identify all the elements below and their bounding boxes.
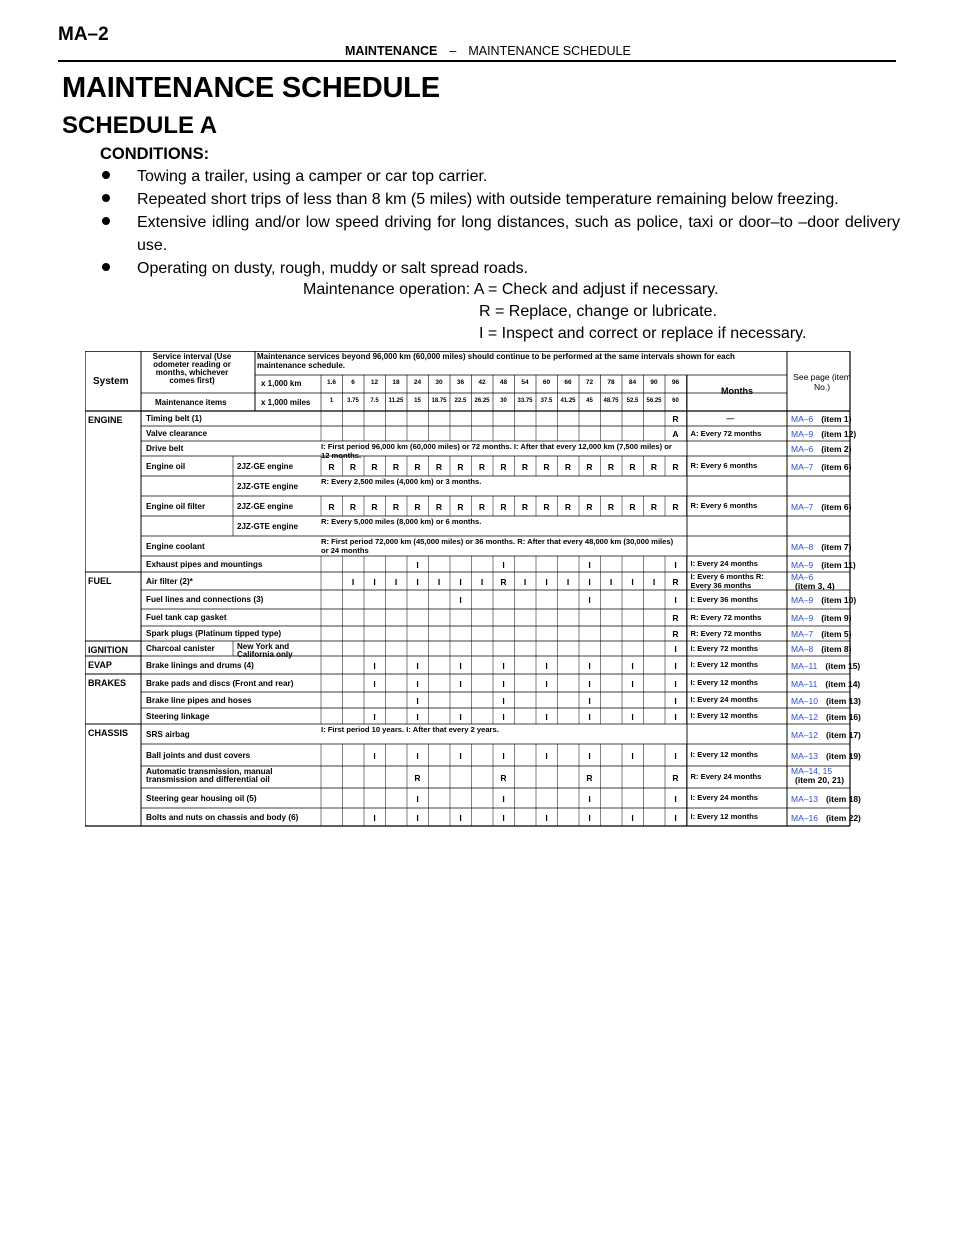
maintenance-item: Exhaust pipes and mountings [146,559,263,569]
page-reference-link[interactable]: MA–9 [791,595,814,605]
interval-mark: I [416,678,419,689]
see-page-cell [791,444,851,454]
interval-mark: R [629,461,636,472]
item-number: (item 22) [825,812,861,823]
interval-mark: I [545,660,548,671]
months-header: Months [721,386,753,396]
interval-mark: I [674,595,677,605]
interval-mark: I [588,695,591,706]
interval-mark: I [674,660,677,671]
interval-mark: I [437,576,441,587]
months-interval: R: Every 24 months [690,772,762,781]
system-header: System [93,376,129,387]
interval-mark: I [631,678,634,689]
mile-value: 18.75 [431,398,447,404]
see-page-cell [791,573,835,591]
maintenance-items-header: Maintenance items [155,398,227,407]
item-variant: New York and California only [237,642,293,659]
km-value: 30 [435,379,443,386]
running-section: MAINTENANCE [345,44,438,58]
item-number: (item 2) [821,444,852,454]
interval-mark: I [416,559,419,570]
page-reference-link[interactable]: MA–13 [791,750,818,761]
maintenance-item: Steering linkage [146,711,210,721]
km-value: 48 [499,379,508,386]
page-reference-link[interactable]: MA–16 [791,812,818,823]
system-label: ENGINE [88,415,123,425]
mile-value: 60 [672,398,679,404]
interval-mark: I [459,595,462,605]
interval-mark: I [631,711,634,722]
interval-mark: R [392,501,400,512]
interval-mark: I [416,812,419,823]
maintenance-item: Brake pads and discs (Front and rear) [146,678,294,688]
mile-value: 1 [329,398,334,404]
interval-mark: R [650,501,658,512]
interval-note: R: First period 72,000 km (45,000 miles) or 36 months. R: After that every 48,000 km (30,000 miles) or 24 months [321,537,674,555]
item-number: (item 7) [821,541,852,552]
page-reference-link[interactable]: MA–6 [791,444,814,454]
see-page-cell [791,712,861,722]
page-reference-link[interactable]: MA–8 [791,644,814,654]
page-number: MA–2 [58,24,109,45]
interval-mark: R [672,772,679,783]
interval-mark: I [652,576,656,587]
interval-mark: R [371,501,378,512]
maintenance-item: Automatic transmission, manual transmission and differential oil [146,767,273,784]
mile-value: 7.5 [370,398,379,404]
maintenance-item: Charcoal canister [146,644,215,653]
legend-line-r: R = Replace, change or lubricate. [479,303,717,320]
interval-mark: R [478,501,486,512]
interval-mark: I [674,695,677,706]
legend-line-i: I = Inspect and correct or replace if necessary. [479,325,807,342]
system-label: IGNITION [88,645,128,655]
interval-mark: R [435,461,443,472]
interval-mark: I [373,812,376,823]
maintenance-item: Ball joints and dust covers [146,750,251,760]
see-page-cell [791,595,856,605]
miles-label: x 1,000 miles [261,398,311,407]
interval-mark: I [566,576,570,587]
interval-mark: R [328,501,335,512]
interval-mark: A [672,429,679,439]
interval-mark: I [502,812,505,823]
page-reference-link[interactable]: MA–7 [791,629,814,639]
interval-mark: R [607,501,615,512]
interval-mark: I [373,576,376,587]
interval-mark: R [543,501,550,512]
interval-mark: I [631,812,634,823]
mile-value: 45 [586,398,593,404]
maintenance-item: Bolts and nuts on chassis and body (6) [146,812,299,822]
interval-mark: R [349,501,357,512]
see-page-cell [791,767,844,785]
interval-mark: R [672,414,679,424]
see-page-cell [791,813,861,823]
running-separator: – [449,44,457,58]
page-reference-link[interactable]: MA–8 [791,541,814,552]
page-reference-link[interactable]: MA–13 [791,793,818,804]
interval-mark: R [414,772,421,783]
interval-note: I: First period 10 years. I: After that every 2 years. [321,725,499,734]
interval-mark: I [588,595,591,605]
km-value: 72 [585,379,594,386]
months-interval: R: Every 6 months [690,501,758,510]
interval-mark: I [351,576,355,587]
months-interval: I: Every 12 months [690,660,759,669]
km-value: 84 [628,379,637,386]
km-value: 54 [521,379,529,386]
interval-mark: I [545,812,548,823]
page-reference-link[interactable]: MA–10 [791,695,818,706]
item-number: (item 14) [825,678,861,689]
interval-mark: I [502,660,505,671]
item-variant: 2JZ-GE engine [237,461,294,471]
see-page-cell [791,794,861,804]
interval-mark: I [480,576,484,587]
interval-mark: I [588,576,591,587]
interval-mark: I [373,660,376,671]
maintenance-item: Valve clearance [146,429,208,438]
interval-mark: R [586,772,593,783]
km-value: 6 [351,379,355,386]
mile-value: 48.75 [603,398,619,404]
see-page-cell [791,429,856,439]
item-number: (item 11) [821,559,856,570]
km-value: 96 [671,379,680,386]
km-value: 66 [564,379,572,386]
interval-mark: R [349,461,357,472]
maintenance-item: Fuel lines and connections (3) [146,595,264,604]
condition-item: Repeated short trips of less than 8 km (5 miles) with outside temperature remaining below freezing. [100,188,900,211]
condition-item: Operating on dusty, rough, muddy or salt spread roads. [100,257,900,280]
months-interval: I: Every 24 months [690,793,759,802]
interval-mark: I [459,678,462,689]
item-number: (item 19) [825,750,861,761]
see-page-cell [791,644,851,654]
interval-mark: R [457,501,464,512]
km-value: 1.6 [326,379,337,386]
item-number: (item 10) [821,595,857,605]
interval-mark: R [500,501,507,512]
mile-value: 33.75 [517,398,533,404]
page-reference-link[interactable]: MA–6 [791,572,814,582]
interval-mark: R [564,501,572,512]
mile-value: 30 [500,398,507,404]
item-number: (item 1) [821,414,852,424]
page-reference-link[interactable]: MA–9 [791,559,814,570]
see-page-cell [791,679,860,689]
interval-mark: R [478,461,486,472]
interval-mark: R [607,461,615,472]
mile-value: 15 [414,398,421,404]
interval-mark: I [502,750,505,761]
interval-mark: R [564,461,572,472]
maintenance-item: Spark plugs (Platinum tipped type) [146,629,282,638]
interval-mark: R [672,629,679,639]
maintenance-item: Air filter (2)* [146,576,193,586]
mile-value: 56.25 [646,398,662,404]
months-interval: I: Every 12 months [690,678,759,687]
interval-mark: I [545,750,548,761]
mile-value: 22.5 [454,398,467,404]
legend-line-a: Maintenance operation: A = Check and adjust if necessary. [303,281,719,298]
item-number: (item 13) [825,695,861,706]
km-value: 78 [607,379,615,386]
page-reference-link[interactable]: MA–12 [791,711,818,722]
see-page-cell [791,502,851,512]
page-reference-link[interactable]: MA–12 [791,729,818,740]
item-number: (item 9) [821,613,852,623]
page-reference-link[interactable]: MA–9 [791,613,814,623]
maintenance-item: SRS airbag [146,729,190,739]
interval-mark: I [459,576,462,587]
interval-mark: R [500,576,507,587]
interval-mark: I [416,660,419,671]
interval-mark: I [631,576,634,587]
see-page-cell [791,542,851,552]
months-interval: I: Every 6 months R: Every 36 months [690,572,764,590]
interval-note: I: First period 96,000 km (60,000 miles) or 72 months. I: After that every 12,000 km (7,500 miles) or 12 months. [321,442,672,460]
interval-mark: R [629,501,636,512]
months-interval: A: Every 72 months [690,428,762,438]
interval-mark: R [586,461,593,472]
item-variant: 2JZ-GTE engine [237,481,298,491]
interval-mark: I [373,678,376,689]
interval-mark: R [586,501,593,512]
interval-mark: R [414,461,421,472]
header-rule [58,60,896,62]
maintenance-item: Steering gear housing oil (5) [146,793,257,803]
maintenance-item: Timing belt (1) [146,414,202,423]
interval-mark: R [650,461,658,472]
mile-value: 52.5 [626,398,639,404]
item-number: (item 16) [825,711,861,722]
interval-mark: I [373,750,376,761]
interval-mark: I [588,812,591,823]
mile-value: 26.25 [474,398,490,404]
interval-mark: R [328,461,335,472]
see-page-header: See page (item No.) [793,372,851,392]
see-page-cell [791,751,861,761]
item-number: (item 8) [821,644,852,654]
running-subsection: MAINTENANCE SCHEDULE [468,44,631,58]
interval-mark: I [674,793,677,804]
see-page-cell [791,613,851,623]
see-page-cell [791,661,860,671]
item-number: (item 20, 21) [795,775,845,785]
item-number: (item 6) [821,461,852,472]
maintenance-item: Brake line pipes and hoses [146,695,252,705]
page-reference-link[interactable]: MA–14, 15 [791,766,833,776]
maintenance-item: Fuel tank cap gasket [146,613,227,622]
interval-mark: I [631,660,634,671]
conditions-label: CONDITIONS: [100,145,210,163]
interval-mark: I [502,695,505,706]
see-page-cell [791,414,851,424]
interval-mark: R [543,461,550,472]
schedule-title: SCHEDULE A [62,112,218,139]
months-interval: — [726,413,735,423]
interval-mark: I [588,750,591,761]
interval-mark: I [502,793,505,804]
item-number: (item 3, 4) [795,581,835,591]
interval-mark: I [674,812,677,823]
interval-mark: I [459,750,462,761]
item-number: (item 15) [825,660,861,671]
condition-item: Extensive idling and/or low speed driving for long distances, such as police, taxi or door–to –door delivery use. [100,211,900,257]
page-reference-link[interactable]: MA–6 [791,414,814,424]
interval-mark: R [672,613,679,623]
page-reference-link[interactable]: MA–9 [791,429,814,439]
interval-mark: R [500,772,507,783]
page-reference-link[interactable]: MA–7 [791,501,814,512]
km-value: 36 [456,379,465,386]
system-label: BRAKES [88,678,127,688]
months-interval: I: Every 36 months [690,594,759,604]
interval-mark: I [416,793,419,804]
interval-mark: I [459,711,462,722]
km-value: 90 [650,379,658,386]
maintenance-item: Brake linings and drums (4) [146,660,254,670]
km-value: 60 [542,379,551,386]
interval-mark: I [459,812,462,823]
months-interval: I: Every 12 months [690,750,759,759]
interval-mark: I [416,711,419,722]
months-interval: I: Every 12 months [690,711,759,720]
interval-mark: R [457,461,464,472]
interval-mark: I [416,695,419,706]
interval-mark: I [631,750,634,761]
interval-mark: R [672,501,679,512]
interval-mark: I [545,678,548,689]
interval-mark: R [521,501,529,512]
condition-item: Towing a trailer, using a camper or car top carrier. [100,165,900,188]
item-number: (item 5) [821,629,852,639]
interval-mark: I [588,711,591,722]
page-reference-link[interactable]: MA–11 [791,660,818,671]
interval-mark: R [521,461,529,472]
mile-value: 37.5 [540,398,553,404]
interval-mark: I [588,559,591,570]
maintenance-item: Engine coolant [146,541,205,551]
interval-mark: R [371,461,378,472]
interval-mark: I [588,793,591,804]
beyond-note: Maintenance services beyond 96,000 km (60,000 miles) should continue to be performed at the same intervals shown for each maintenance schedule. [257,352,735,370]
months-interval: I: Every 24 months [690,559,759,568]
item-number: (item 12) [821,429,857,439]
interval-mark: R [500,461,507,472]
interval-mark: I [502,711,505,722]
interval-mark: I [502,678,505,689]
km-value: 24 [413,379,422,386]
maintenance-item: Engine oil filter [146,501,206,511]
months-interval: R: Every 72 months [690,628,762,638]
interval-mark: I [545,711,548,722]
months-interval: R: Every 72 months [690,612,762,622]
interval-mark: I [416,576,419,587]
interval-mark: I [674,559,677,570]
see-page-cell [791,629,851,639]
see-page-cell [791,696,861,706]
see-page-cell [791,560,856,570]
running-header [345,44,631,58]
item-number: (item 18) [825,793,861,804]
km-value: 12 [370,379,379,386]
conditions-list [100,165,900,280]
mile-value: 41.25 [560,398,576,404]
mile-value: 3.75 [347,398,359,404]
interval-mark: I [523,576,527,587]
page-reference-link[interactable]: MA–11 [791,678,818,689]
interval-mark: I [545,576,548,587]
months-interval: I: Every 72 months [690,643,759,653]
interval-mark: I [674,711,677,722]
interval-mark: I [674,750,677,761]
maintenance-item: Drive belt [146,444,184,453]
months-interval: R: Every 6 months [690,461,758,470]
maintenance-table [85,351,861,841]
interval-mark: I [459,660,462,671]
item-number: (item 17) [825,729,861,740]
interval-mark: I [394,576,398,587]
page-reference-link[interactable]: MA–7 [791,461,814,472]
km-value: 42 [478,379,486,386]
interval-mark: I [416,750,419,761]
interval-mark: I [588,678,591,689]
interval-mark: I [609,576,613,587]
maintenance-item: Engine oil [146,461,186,471]
item-variant: 2JZ-GE engine [237,501,294,511]
months-interval: I: Every 24 months [690,695,759,704]
see-page-cell [791,462,851,472]
see-page-cell [791,730,861,740]
system-label: FUEL [88,576,112,586]
interval-mark: R [435,501,443,512]
interval-mark: I [588,660,591,671]
interval-mark: R [672,461,679,472]
page-title: MAINTENANCE SCHEDULE [62,72,440,104]
item-number: (item 6) [821,501,852,512]
item-variant: 2JZ-GTE engine [237,521,298,531]
mile-value: 11.25 [388,398,404,404]
interval-mark: I [502,559,505,570]
interval-mark: I [373,711,376,722]
months-interval: I: Every 12 months [690,812,759,821]
interval-mark: I [674,678,677,689]
interval-note: R: Every 5,000 miles (8,000 km) or 6 months. [321,517,482,526]
interval-note: R: Every 2,500 miles (4,000 km) or 3 months. [321,477,482,486]
service-interval-header: Service interval (Use odometer reading or months, whichever comes first) [152,352,232,385]
interval-mark: I [674,644,677,654]
km-label: x 1,000 km [261,379,302,388]
system-label: EVAP [88,660,112,670]
km-value: 18 [392,379,400,386]
system-label: CHASSIS [88,728,129,738]
interval-mark: R [414,501,421,512]
interval-mark: R [672,576,679,587]
interval-mark: R [392,461,400,472]
